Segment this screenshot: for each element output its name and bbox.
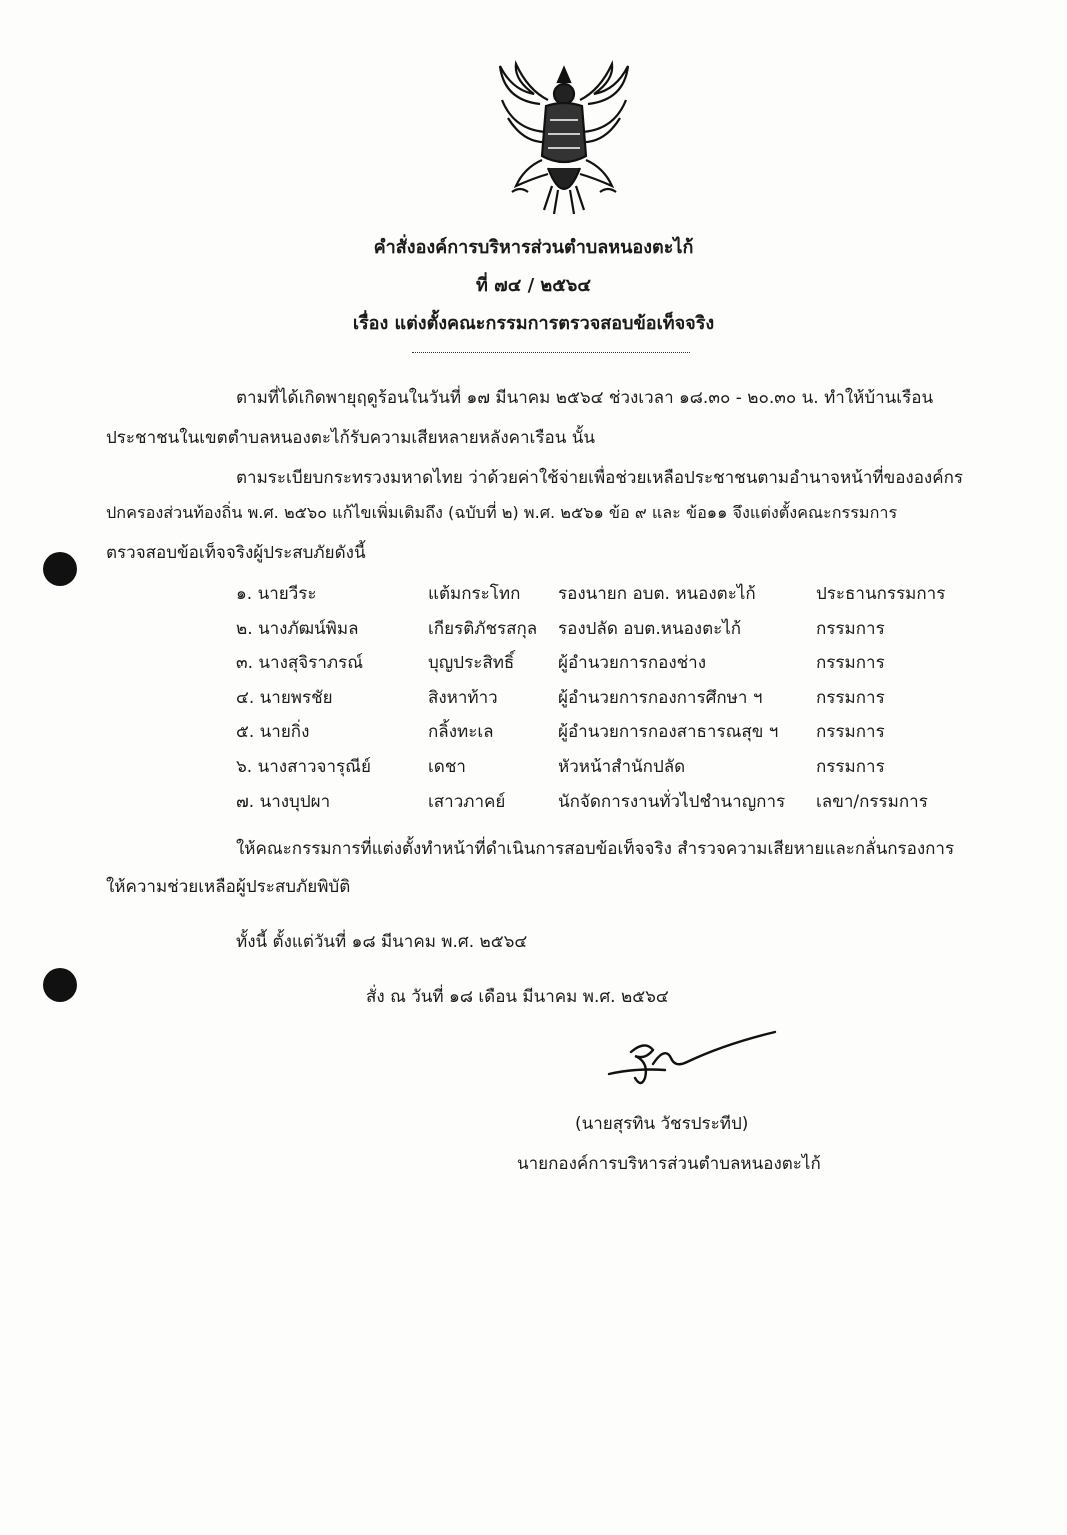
member-surname: แต้มกระโทก bbox=[428, 584, 521, 604]
paragraph-line: ประชาชนในเขตตำบลหนองตะไก้รับความเสียหลายหลังคาเรือน นั้น bbox=[106, 428, 595, 448]
signer-name: (นายสุรทิน วัชรประทีป) bbox=[575, 1114, 749, 1134]
paragraph-line: ตามที่ได้เกิดพายุฤดูร้อนในวันที่ ๑๗ มีนาคม ๒๕๖๔ ช่วงเวลา ๑๘.๓๐ - ๒๐.๓๐ น. ทำให้บ้านเรือน bbox=[236, 388, 934, 408]
member-position: นักจัดการงานทั่วไปชำนาญการ bbox=[558, 791, 786, 812]
member-position: หัวหน้าสำนักปลัด bbox=[558, 756, 686, 777]
member-position: รองปลัด อบต.หนองตะไก้ bbox=[558, 618, 742, 639]
member-position: ผู้อำนวยการกองช่าง bbox=[558, 653, 707, 674]
order-date: สั่ง ณ วันที่ ๑๘ เดือน มีนาคม พ.ศ. ๒๕๖๔ bbox=[366, 987, 669, 1007]
member-role: เลขา/กรรมการ bbox=[816, 791, 928, 812]
committee-member bbox=[236, 615, 996, 650]
document-title: คำสั่งองค์การบริหารส่วนตำบลหนองตะไก้ bbox=[373, 237, 694, 258]
garuda-emblem-icon bbox=[494, 60, 634, 218]
paragraph-line: ให้ความช่วยเหลือผู้ประสบภัยพิบัติ bbox=[106, 877, 351, 897]
dotted-divider bbox=[412, 352, 690, 353]
paragraph-line: ตรวจสอบข้อเท็จจริงผู้ประสบภัยดังนี้ bbox=[106, 543, 366, 563]
committee-member bbox=[236, 718, 996, 753]
signature-icon bbox=[605, 1030, 780, 1090]
member-position: ผู้อำนวยการกองการศึกษา ฯ bbox=[558, 687, 763, 708]
member-role: ประธานกรรมการ bbox=[816, 584, 946, 604]
member-position: รองนายก อบต. หนองตะไก้ bbox=[558, 584, 756, 604]
member-role: กรรมการ bbox=[816, 687, 885, 708]
paragraph-line: ให้คณะกรรมการที่แต่งตั้งทำหน้าที่ดำเนินการสอบข้อเท็จจริง สำรวจความเสียหายและกลั่นกรองการ bbox=[236, 839, 955, 859]
signer-title: นายกองค์การบริหารส่วนตำบลหนองตะไก้ bbox=[517, 1154, 821, 1174]
member-name: ๖. นางสาวจารุณีย์ bbox=[236, 756, 371, 777]
committee-member bbox=[236, 684, 996, 719]
member-surname: สิงหาท้าว bbox=[428, 687, 498, 708]
paragraph-line: ตามระเบียบกระทรวงมหาดไทย ว่าด้วยค่าใช้จ่ายเพื่อช่วยเหลือประชาชนตามอำนาจหน้าที่ขององค์กร bbox=[236, 468, 964, 488]
member-surname: เดชา bbox=[428, 756, 466, 777]
committee-member bbox=[236, 580, 996, 615]
member-name: ๑. นายวีระ bbox=[236, 584, 317, 604]
committee-member bbox=[236, 649, 996, 684]
paragraph-line: ปกครองส่วนท้องถิ่น พ.ศ. ๒๕๖๐ แก้ไขเพิ่มเติมถึง (ฉบับที่ ๒) พ.ศ. ๒๕๖๑ ข้อ ๙ และ ข้อ๑๑ จึงแต่งตั้งคณะกรรมการ bbox=[106, 503, 898, 522]
member-surname: กลิ้งทะเล bbox=[428, 722, 494, 743]
member-role: กรรมการ bbox=[816, 653, 885, 674]
binder-hole bbox=[43, 552, 77, 586]
effective-date: ทั้งนี้ ตั้งแต่วันที่ ๑๘ มีนาคม พ.ศ. ๒๕๖๔ bbox=[236, 932, 528, 952]
committee-list bbox=[236, 580, 996, 822]
member-role: กรรมการ bbox=[816, 722, 885, 743]
committee-member bbox=[236, 788, 996, 823]
committee-member bbox=[236, 753, 996, 788]
member-role: กรรมการ bbox=[816, 756, 885, 777]
document-subject: เรื่อง แต่งตั้งคณะกรรมการตรวจสอบข้อเท็จจริง bbox=[352, 313, 715, 334]
member-position: ผู้อำนวยการกองสาธารณสุข ฯ bbox=[558, 722, 779, 743]
binder-hole bbox=[43, 968, 77, 1002]
member-name: ๒. นางภัฒน์พิมล bbox=[236, 618, 359, 639]
member-surname: เกียรติภัชรสกุล bbox=[428, 618, 538, 639]
member-surname: เสาวภาคย์ bbox=[428, 791, 506, 812]
member-role: กรรมการ bbox=[816, 618, 885, 639]
member-name: ๗. นางบุปผา bbox=[236, 791, 331, 812]
document-number: ที่ ๗๔ / ๒๕๖๔ bbox=[476, 275, 591, 296]
member-name: ๕. นายกิ่ง bbox=[236, 722, 310, 743]
member-surname: บุญประสิทธิ์ bbox=[428, 653, 515, 674]
member-name: ๔. นายพรชัย bbox=[236, 687, 333, 708]
member-name: ๓. นางสุจิราภรณ์ bbox=[236, 653, 364, 674]
